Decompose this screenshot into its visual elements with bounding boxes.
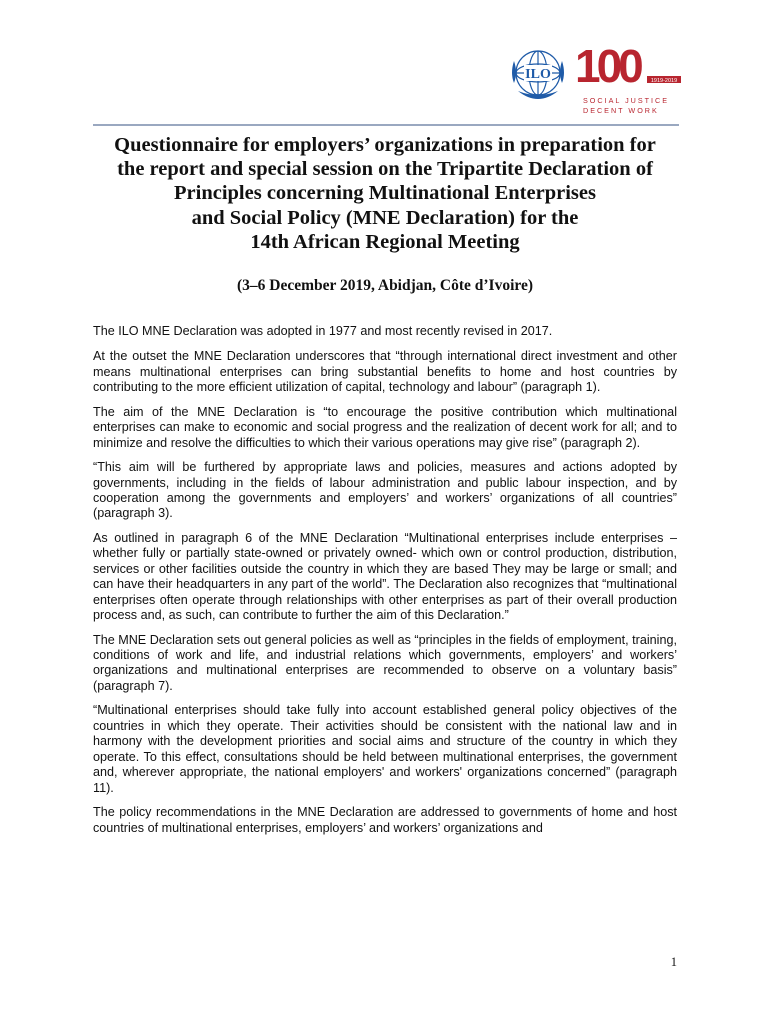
centenary-number: 100: [575, 40, 640, 92]
centenary-100-icon: [575, 40, 685, 92]
document-subtitle: (3–6 December 2019, Abidjan, Côte d’Ivoire): [236, 277, 534, 294]
paragraph: As outlined in paragraph 6 of the MNE Declaration “Multinational enterprises include enterprises – whether fully or partially state-owned or privately owned- which own or control production, distribution, services or other facilities outside the country in which they are based They may be large or small; and can have their headquarters in any part of the world”. The Declaration also recognizes that “multinational enterprises often operate through relationships with other enterprises as part of their overall production process and, as such, can contribute to further the aim of this Declaration.”: [93, 531, 677, 623]
title-line: the report and special session on the Tripartite Declaration of: [117, 158, 653, 181]
document-body: [93, 324, 677, 845]
ilo-logo-text: ILO: [525, 67, 551, 82]
paragraph: At the outset the MNE Declaration underscores that “through international direct investment and other means multinational enterprises can bring substantial benefits to home and host countries by contributing to the more efficient utilization of capital, technology and labour” (paragraph 1).: [93, 349, 677, 395]
page-number: 1: [670, 955, 677, 969]
paragraph: The policy recommendations in the MNE Declaration are addressed to governments of home and host countries of multinational enterprises, employers’ and workers’ organizations and: [93, 805, 677, 835]
header-divider: [93, 124, 679, 126]
document-title: [70, 133, 700, 254]
ilo-logo: [508, 43, 568, 103]
paragraph: “This aim will be furthered by appropriate laws and policies, measures and actions adopted by governments, including in the fields of labour administration and public labour inspection, and by cooperation among the governments and employers’ and workers’ organizations of all countries” (paragraph 3).: [93, 460, 677, 521]
paragraph: The aim of the MNE Declaration is “to encourage the positive contribution which multinational enterprises can make to economic and social progress and the realization of decent work for all; and to minimize and resolve the difficulties to which their various operations may give rise” (paragraph 2).: [93, 404, 677, 450]
title-line: and Social Policy (MNE Declaration) for the: [191, 206, 579, 229]
centenary-caption-line-1: SOCIAL JUSTICE: [583, 96, 670, 105]
centenary-caption: [583, 96, 683, 116]
paragraph: The ILO MNE Declaration was adopted in 1977 and most recently revised in 2017.: [93, 324, 553, 338]
paragraph: The MNE Declaration sets out general policies as well as “principles in the fields of employment, training, conditions of work and life, and industrial relations which governments, employers’ and workers’ organizations and multinational enterprises are recommended to observe on a voluntary basis” (paragraph 7).: [93, 632, 677, 693]
centenary-caption-line-2: DECENT WORK: [583, 106, 659, 115]
title-line: 14th African Regional Meeting: [250, 230, 520, 253]
centenary-years: 1919-2019: [650, 78, 678, 84]
ilo-centenary-logo: [575, 40, 685, 120]
title-line: Principles concerning Multinational Enterprises: [174, 182, 596, 205]
paragraph: “Multinational enterprises should take fully into account established general policy objectives of the countries in which they operate. Their activities should be consistent with the national law and in harmony with the development priorities and social aims and structure of the country in which they operate. To this effect, consultations should be held between multinational enterprises, the government and, wherever appropriate, the national employers' and workers' organizations concerned” (paragraph 11).: [93, 703, 677, 795]
title-line: Questionnaire for employers’ organizations in preparation for: [114, 134, 656, 156]
